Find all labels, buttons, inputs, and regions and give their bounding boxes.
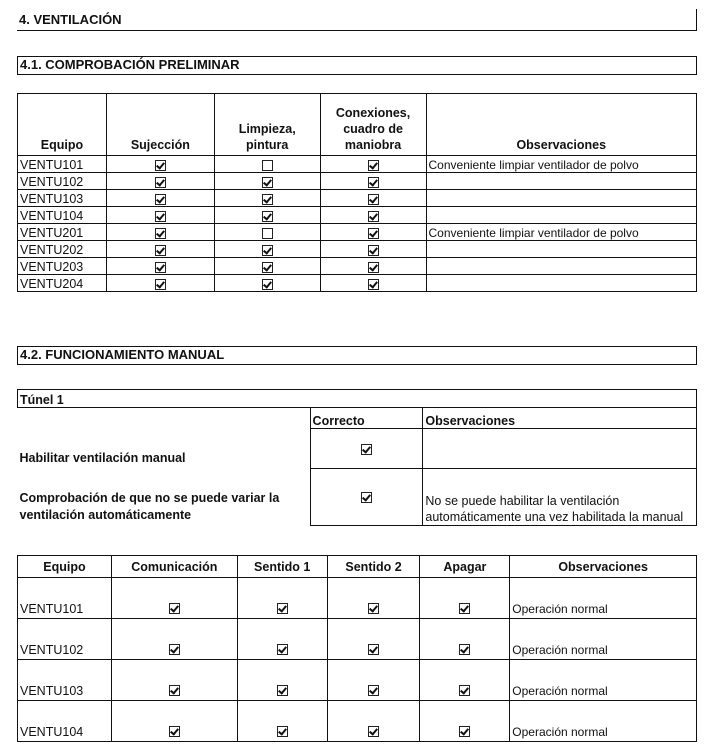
checked-checkbox[interactable] <box>262 245 273 256</box>
checked-checkbox[interactable] <box>155 262 166 273</box>
tunnel-header-blank <box>18 408 311 429</box>
conexiones-cell <box>320 156 426 173</box>
op-apagar-cell <box>420 701 510 742</box>
op-equipo-cell: VENTU103 <box>18 660 112 701</box>
op-sentido2-cell <box>327 578 420 619</box>
limpieza-cell <box>214 224 320 241</box>
table-row <box>18 258 697 275</box>
unchecked-checkbox[interactable] <box>262 228 273 239</box>
section-4-1-title <box>17 56 697 75</box>
checked-checkbox[interactable] <box>361 492 372 503</box>
checked-checkbox[interactable] <box>169 726 180 737</box>
op-header-sentido1: Sentido 1 <box>237 556 327 578</box>
checked-checkbox[interactable] <box>155 177 166 188</box>
checked-checkbox[interactable] <box>368 177 379 188</box>
op-apagar-cell <box>420 660 510 701</box>
header-conexiones: Conexiones, cuadro de maniobra <box>320 94 426 156</box>
tunnel-check-label: Comprobación de que no se puede variar la ventilación automáticamente <box>18 469 311 526</box>
checked-checkbox[interactable] <box>262 279 273 290</box>
observaciones-cell <box>426 241 696 258</box>
equipo-cell: VENTU104 <box>18 207 107 224</box>
table-row <box>18 275 697 292</box>
checked-checkbox[interactable] <box>459 726 470 737</box>
op-apagar-cell <box>420 619 510 660</box>
conexiones-cell <box>320 258 426 275</box>
tunnel-1-table <box>17 389 697 526</box>
checked-checkbox[interactable] <box>368 685 379 696</box>
checked-checkbox[interactable] <box>361 444 372 455</box>
tunnel-header-row <box>18 408 697 429</box>
conexiones-cell <box>320 207 426 224</box>
checked-checkbox[interactable] <box>169 603 180 614</box>
observaciones-cell <box>426 207 696 224</box>
tunnel-check-row <box>18 469 697 526</box>
checked-checkbox[interactable] <box>155 160 166 171</box>
checked-checkbox[interactable] <box>459 685 470 696</box>
op-observaciones-cell: Operación normal <box>510 660 697 701</box>
checked-checkbox[interactable] <box>459 603 470 614</box>
limpieza-cell <box>214 207 320 224</box>
checked-checkbox[interactable] <box>155 279 166 290</box>
equipo-cell: VENTU201 <box>18 224 107 241</box>
sujeccion-cell <box>106 224 214 241</box>
tunnel-observaciones-cell <box>423 429 697 469</box>
checked-checkbox[interactable] <box>169 685 180 696</box>
checked-checkbox[interactable] <box>169 644 180 655</box>
operation-header-row <box>18 556 697 578</box>
op-observaciones-cell: Operación normal <box>510 578 697 619</box>
tunnel-correcto-cell <box>310 469 423 526</box>
equipo-cell: VENTU202 <box>18 241 107 258</box>
observaciones-cell: Conveniente limpiar ventilador de polvo <box>426 224 696 241</box>
observaciones-cell: Conveniente limpiar ventilador de polvo <box>426 156 696 173</box>
section-4-2-title <box>17 346 697 365</box>
checked-checkbox[interactable] <box>368 245 379 256</box>
checked-checkbox[interactable] <box>155 245 166 256</box>
tunnel-header-observaciones: Observaciones <box>423 408 697 429</box>
conexiones-cell <box>320 241 426 258</box>
sujeccion-cell <box>106 173 214 190</box>
equipo-cell: VENTU103 <box>18 190 107 207</box>
checked-checkbox[interactable] <box>277 603 288 614</box>
table-row <box>18 578 697 619</box>
section-4-title-text: 4. VENTILACIÓN <box>19 12 122 27</box>
header-sujeccion: Sujección <box>106 94 214 156</box>
op-comunicacion-cell <box>111 701 237 742</box>
op-sentido2-cell <box>327 701 420 742</box>
observaciones-cell <box>426 173 696 190</box>
op-observaciones-cell: Operación normal <box>510 701 697 742</box>
checked-checkbox[interactable] <box>155 211 166 222</box>
checked-checkbox[interactable] <box>277 644 288 655</box>
op-header-sentido2: Sentido 2 <box>327 556 420 578</box>
sujeccion-cell <box>106 156 214 173</box>
sujeccion-cell <box>106 207 214 224</box>
table-row <box>18 619 697 660</box>
limpieza-cell <box>214 173 320 190</box>
sujeccion-cell <box>106 190 214 207</box>
preliminary-check-table <box>17 93 697 292</box>
op-sentido1-cell <box>237 660 327 701</box>
table-row <box>18 224 697 241</box>
conexiones-cell <box>320 190 426 207</box>
equipo-cell: VENTU102 <box>18 173 107 190</box>
table-row <box>18 156 697 173</box>
limpieza-cell <box>214 190 320 207</box>
op-sentido1-cell <box>237 578 327 619</box>
section-4-2-title-text: 4.2. FUNCIONAMIENTO MANUAL <box>20 347 225 362</box>
checked-checkbox[interactable] <box>368 262 379 273</box>
tunnel-header-correcto: Correcto <box>310 408 423 429</box>
observaciones-cell <box>426 275 696 292</box>
checked-checkbox[interactable] <box>262 194 273 205</box>
checked-checkbox[interactable] <box>155 194 166 205</box>
op-apagar-cell <box>420 578 510 619</box>
header-limpieza: Limpieza, pintura <box>214 94 320 156</box>
checked-checkbox[interactable] <box>368 644 379 655</box>
equipo-cell: VENTU203 <box>18 258 107 275</box>
checked-checkbox[interactable] <box>368 279 379 290</box>
table-row <box>18 660 697 701</box>
op-header-observaciones: Observaciones <box>510 556 697 578</box>
checked-checkbox[interactable] <box>368 211 379 222</box>
checked-checkbox[interactable] <box>368 160 379 171</box>
limpieza-cell <box>214 156 320 173</box>
section-4-1-title-text: 4.1. COMPROBACIÓN PRELIMINAR <box>20 57 240 72</box>
equipo-cell: VENTU101 <box>18 156 107 173</box>
checked-checkbox[interactable] <box>368 194 379 205</box>
observaciones-cell <box>426 258 696 275</box>
op-sentido2-cell <box>327 619 420 660</box>
tunnel-title: Túnel 1 <box>18 390 697 408</box>
tunnel-check-label: Habilitar ventilación manual <box>18 429 311 469</box>
op-equipo-cell: VENTU104 <box>18 701 112 742</box>
table-row <box>18 173 697 190</box>
tunnel-title-row <box>18 390 697 408</box>
op-header-apagar: Apagar <box>420 556 510 578</box>
observaciones-cell <box>426 190 696 207</box>
op-observaciones-cell: Operación normal <box>510 619 697 660</box>
operation-table <box>17 555 697 742</box>
checked-checkbox[interactable] <box>262 262 273 273</box>
header-equipo: Equipo <box>18 94 107 156</box>
sujeccion-cell <box>106 241 214 258</box>
checked-checkbox[interactable] <box>155 228 166 239</box>
op-sentido2-cell <box>327 660 420 701</box>
tunnel-observaciones-cell: No se puede habilitar la ventilación automáticamente una vez habilitada la manual <box>423 469 697 526</box>
op-equipo-cell: VENTU102 <box>18 619 112 660</box>
checked-checkbox[interactable] <box>368 726 379 737</box>
section-4-title <box>17 9 697 31</box>
table-row <box>18 190 697 207</box>
checked-checkbox[interactable] <box>262 177 273 188</box>
checked-checkbox[interactable] <box>368 603 379 614</box>
conexiones-cell <box>320 275 426 292</box>
op-sentido1-cell <box>237 619 327 660</box>
op-comunicacion-cell <box>111 578 237 619</box>
checked-checkbox[interactable] <box>277 726 288 737</box>
limpieza-cell <box>214 275 320 292</box>
table-header-row <box>18 94 697 156</box>
op-header-comunicacion: Comunicación <box>111 556 237 578</box>
table-row <box>18 207 697 224</box>
checked-checkbox[interactable] <box>262 211 273 222</box>
op-sentido1-cell <box>237 701 327 742</box>
op-header-equipo: Equipo <box>18 556 112 578</box>
header-observaciones: Observaciones <box>426 94 696 156</box>
limpieza-cell <box>214 241 320 258</box>
sujeccion-cell <box>106 275 214 292</box>
op-equipo-cell: VENTU101 <box>18 578 112 619</box>
checked-checkbox[interactable] <box>277 685 288 696</box>
checked-checkbox[interactable] <box>368 228 379 239</box>
unchecked-checkbox[interactable] <box>262 160 273 171</box>
tunnel-check-row <box>18 429 697 469</box>
conexiones-cell <box>320 173 426 190</box>
tunnel-correcto-cell <box>310 429 423 469</box>
conexiones-cell <box>320 224 426 241</box>
equipo-cell: VENTU204 <box>18 275 107 292</box>
limpieza-cell <box>214 258 320 275</box>
op-comunicacion-cell <box>111 660 237 701</box>
checked-checkbox[interactable] <box>459 644 470 655</box>
table-row <box>18 241 697 258</box>
sujeccion-cell <box>106 258 214 275</box>
op-comunicacion-cell <box>111 619 237 660</box>
table-row <box>18 701 697 742</box>
